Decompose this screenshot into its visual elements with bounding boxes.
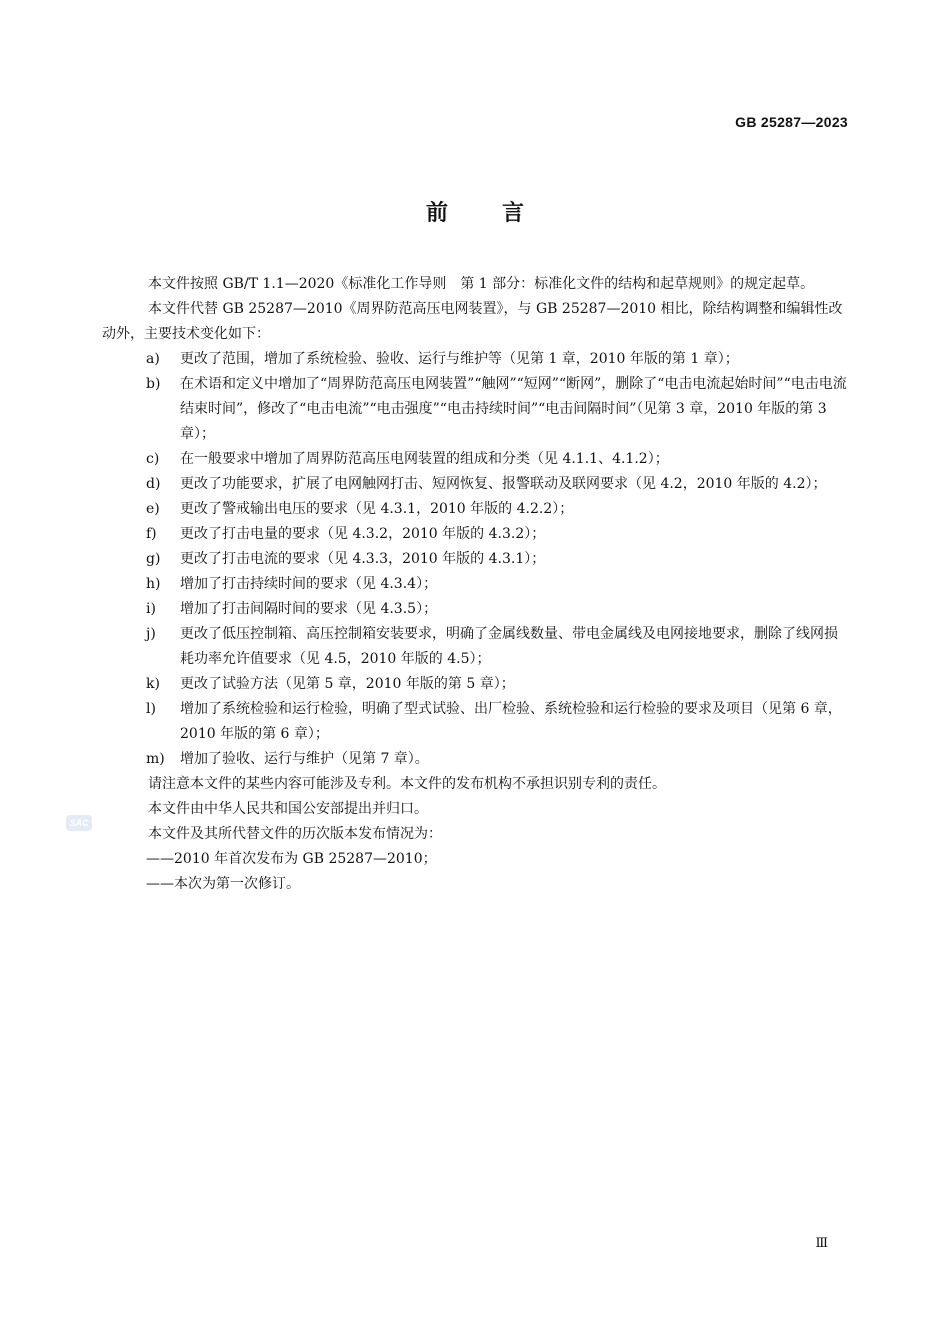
document-body (102, 272, 850, 897)
intro-paragraph: 本文件代替 GB 25287—2010《周界防范高压电网装置》，与 GB 25287—2010 相比，除结构调整和编辑性改动外，主要技术变化如下： (102, 301, 843, 342)
list-marker: d) (146, 476, 161, 492)
list-marker: i) (146, 601, 156, 617)
list-marker: b) (146, 376, 161, 392)
list-marker: h) (146, 576, 161, 592)
list-item (102, 472, 850, 497)
list-marker: l) (146, 701, 156, 717)
list-marker: k) (146, 676, 160, 692)
history-item: ——2010 年首次发布为 GB 25287—2010； (146, 851, 437, 867)
list-item-text: 更改了功能要求，扩展了电网触网打击、短网恢复、报警联动及联网要求（见 4.2，2010 年版的 4.2）； (180, 476, 827, 492)
list-item-text: 更改了试验方法（见第 5 章，2010 年版的第 5 章）； (180, 676, 515, 692)
list-item (102, 497, 850, 522)
list-item (102, 572, 850, 597)
patent-notice: 请注意本文件的某些内容可能涉及专利。本文件的发布机构不承担识别专利的责任。 (148, 776, 666, 792)
history-heading: 本文件及其所代替文件的历次版本发布情况为： (148, 826, 442, 842)
list-marker: g) (146, 551, 161, 567)
changes-list (102, 347, 850, 772)
list-marker: c) (146, 451, 160, 467)
list-marker: a) (146, 351, 160, 367)
list-item (102, 672, 850, 697)
list-marker: e) (146, 501, 160, 517)
list-item-text: 在术语和定义中增加了“周界防范高压电网装置”“触网”“短网”“断网”，删除了“电击电流起始时间”“电击电流结束时间”，修改了“电击电流”“电击强度”“电击持续时间”“电击间隔时间”（见第 3 章，2010 年版的第 3 章）； (180, 376, 847, 442)
list-item (102, 372, 850, 447)
list-item (102, 522, 850, 547)
proposer-statement: 本文件由中华人民共和国公安部提出并归口。 (148, 801, 428, 817)
list-item (102, 347, 850, 372)
list-item (102, 697, 850, 747)
intro-paragraph: 本文件按照 GB/T 1.1—2020《标准化工作导则 第 1 部分：标准化文件的结构和起草规则》的规定起草。 (148, 276, 815, 292)
list-item-text: 更改了警戒输出电压的要求（见 4.3.1，2010 年版的 4.2.2）； (180, 501, 574, 517)
list-item-text: 增加了打击间隔时间的要求（见 4.3.5）； (180, 601, 438, 617)
list-item-text: 增加了验收、运行与维护（见第 7 章）。 (180, 751, 429, 767)
list-item (102, 747, 850, 772)
list-item-text: 在一般要求中增加了周界防范高压电网装置的组成和分类（见 4.1.1、4.1.2）； (180, 451, 669, 467)
list-item-text: 增加了系统检验和运行检验，明确了型式试验、出厂检验、系统检验和运行检验的要求及项目（见第 6 章，2010 年版的第 6 章）； (180, 701, 842, 742)
list-item (102, 447, 850, 472)
standard-code: GB 25287—2023 (735, 114, 848, 130)
list-marker: j) (146, 626, 156, 642)
list-item (102, 597, 850, 622)
list-item-text: 更改了打击电流的要求（见 4.3.3，2010 年版的 4.3.1）； (180, 551, 546, 567)
page-number: Ⅲ (815, 1236, 828, 1251)
list-item (102, 622, 850, 672)
sac-logo-icon: SAC (66, 815, 92, 831)
list-item-text: 更改了打击电量的要求（见 4.3.2，2010 年版的 4.3.2）； (180, 526, 546, 542)
list-marker: m) (146, 751, 165, 767)
page-title: 前言 (425, 201, 578, 226)
list-marker: f) (146, 526, 157, 542)
list-item-text: 更改了低压控制箱、高压控制箱安装要求，明确了金属线数量、带电金属线及电网接地要求，删除了线网损耗功率允许值要求（见 4.5，2010 年版的 4.5）； (180, 626, 838, 667)
list-item-text: 更改了范围，增加了系统检验、验收、运行与维护等（见第 1 章，2010 年版的第 1 章）； (180, 351, 739, 367)
list-item (102, 547, 850, 572)
history-item: ——本次为第一次修订。 (146, 876, 300, 892)
list-item-text: 增加了打击持续时间的要求（见 4.3.4）； (180, 576, 438, 592)
